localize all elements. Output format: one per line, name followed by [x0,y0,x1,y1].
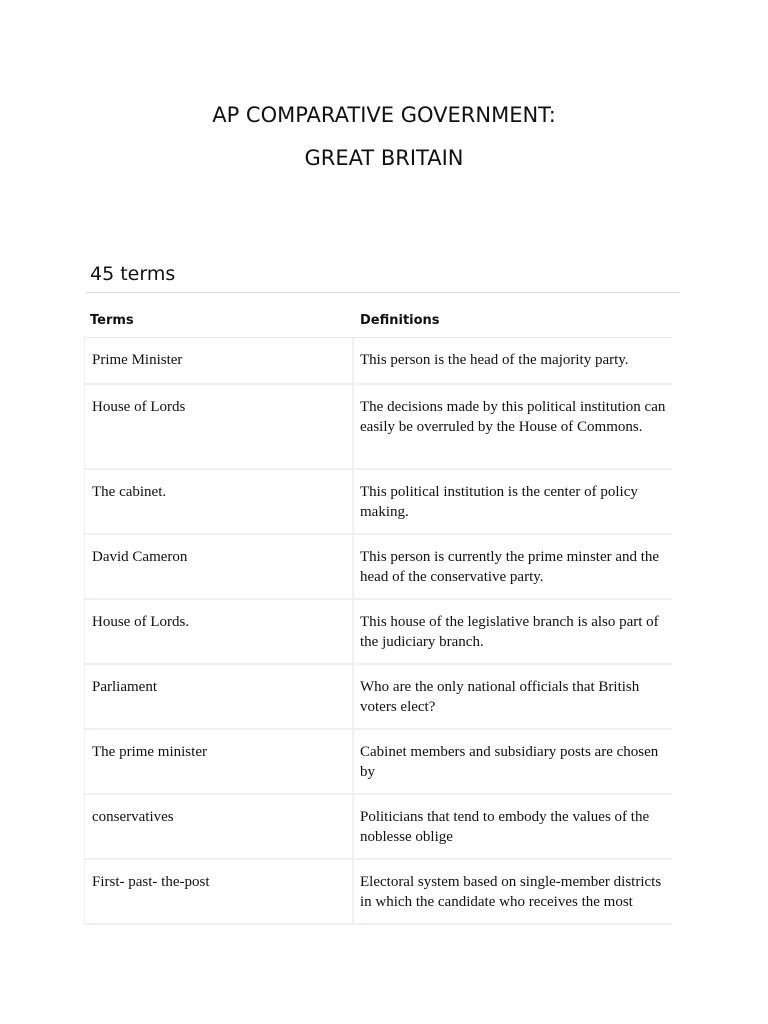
terms-table [84,337,672,925]
table-row [84,860,672,925]
definition-cell: This political institution is the center of policy making. [360,484,638,520]
column-header-terms: Terms [90,313,134,328]
table-row [84,385,672,470]
term-cell: House of Lords. [84,600,354,663]
definition-cell: Electoral system based on single-member districts in which the candidate who receives the most [360,874,662,910]
definition-cell: This house of the legislative branch is also part of the judiciary branch. [360,614,659,650]
term-cell: conservatives [84,795,354,858]
term-cell: David Cameron [84,535,354,598]
definition-cell: This person is the head of the majority party. [360,352,629,368]
title-line-2: GREAT BRITAIN [304,146,464,170]
definition-cell: Cabinet members and subsidiary posts are chosen by [360,744,659,780]
heading-divider [86,292,680,293]
table-row [84,535,672,600]
term-count-heading: 45 terms [90,263,176,285]
term-cell: First- past- the-post [84,860,354,923]
definition-cell: This person is currently the prime minster and the head of the conservative party. [360,549,660,585]
definition-cell: The decisions made by this political institution can easily be overruled by the House of Commons. [360,399,666,435]
column-header-definitions: Definitions [360,313,440,328]
term-cell: The prime minister [84,730,354,793]
term-cell: The cabinet. [84,470,354,533]
term-cell: Prime Minister [84,338,354,383]
table-row [84,665,672,730]
term-cell: Parliament [84,665,354,728]
table-row [84,470,672,535]
definition-cell: Who are the only national officials that British voters elect? [360,679,640,715]
table-row [84,795,672,860]
table-row [84,600,672,665]
table-row [84,338,672,385]
table-row [84,730,672,795]
title-line-1: AP COMPARATIVE GOVERNMENT: [212,103,556,127]
term-cell: House of Lords [84,385,354,468]
definition-cell: Politicians that tend to embody the values of the noblesse oblige [360,809,650,845]
